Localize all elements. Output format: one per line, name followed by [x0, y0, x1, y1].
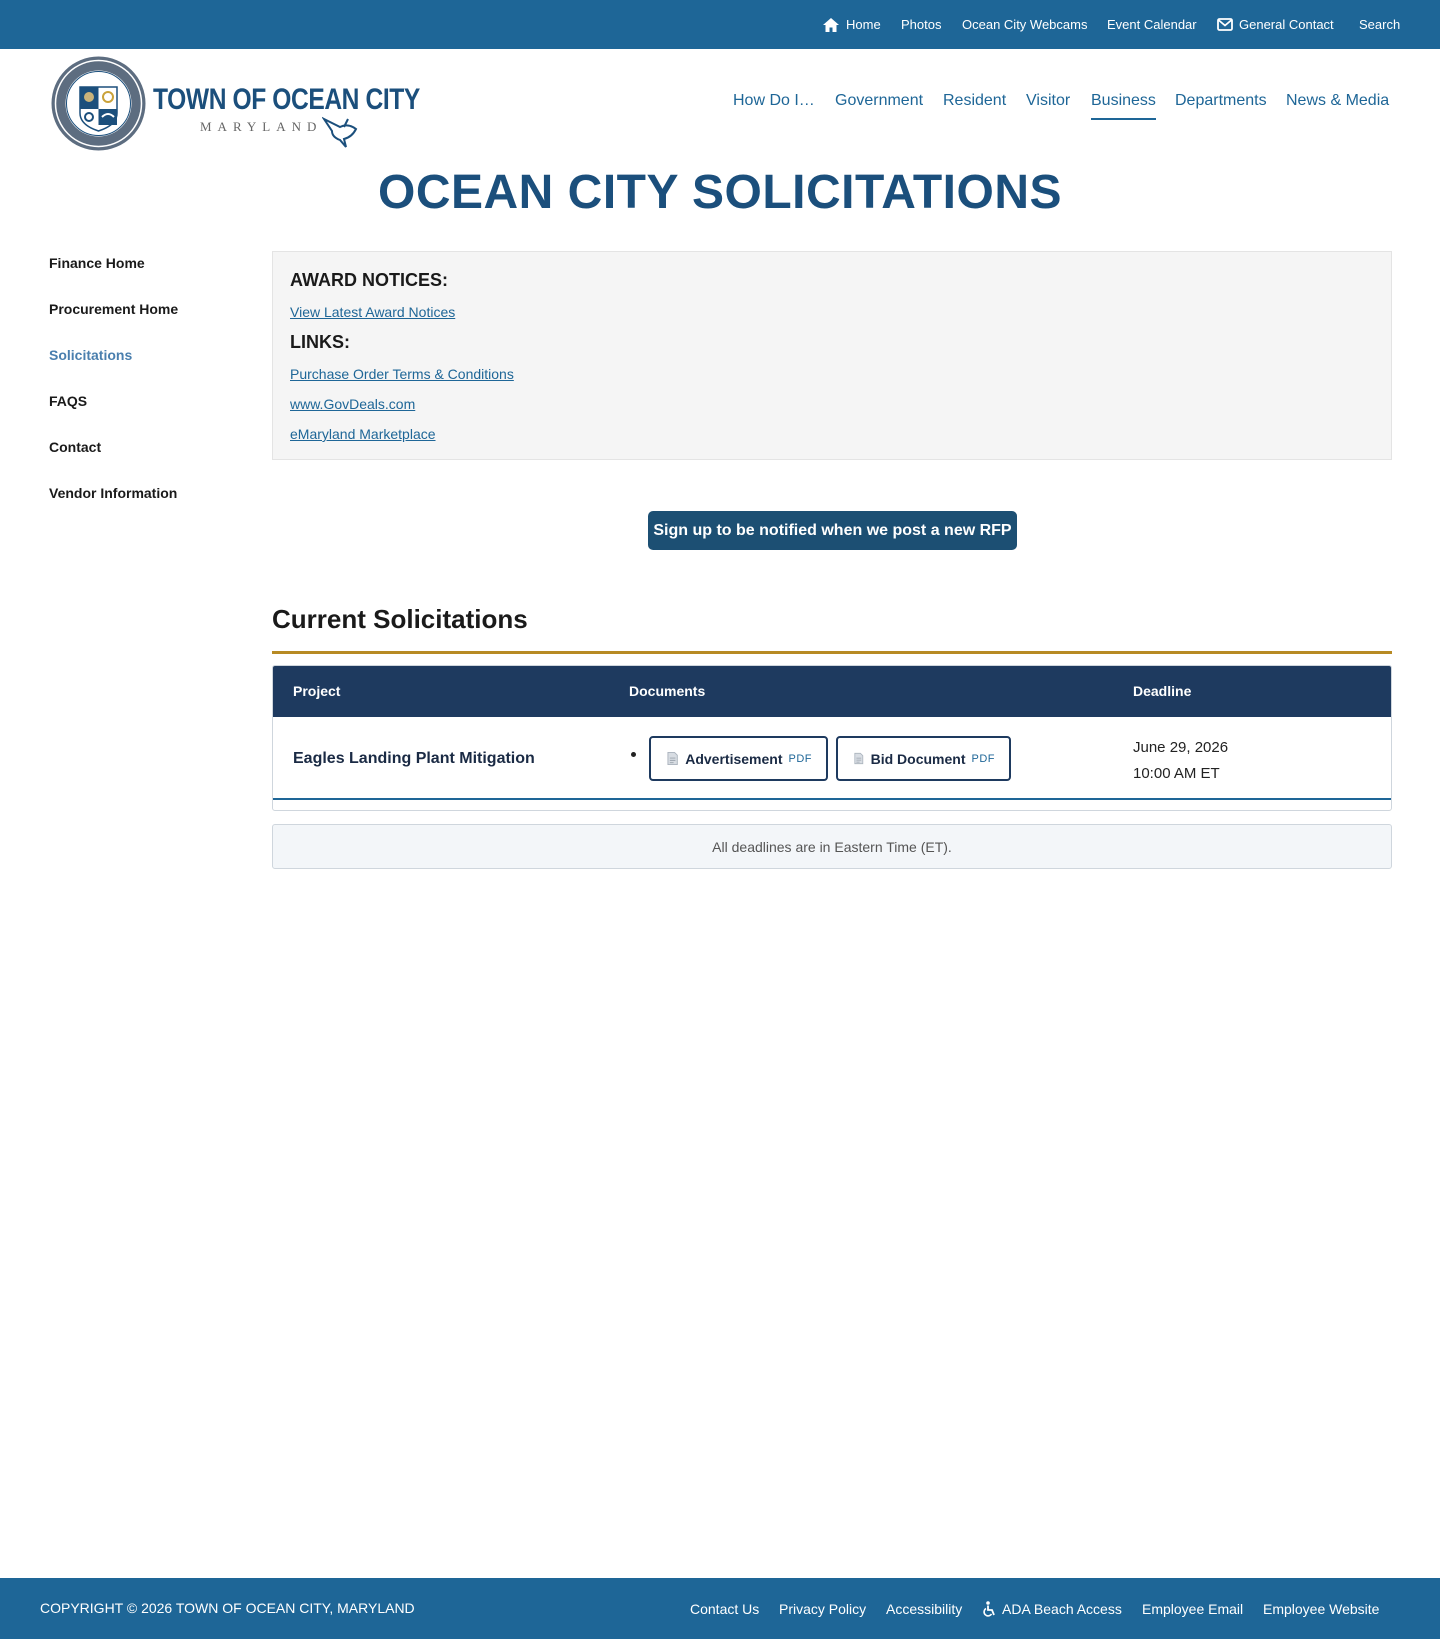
- utility-calendar-link[interactable]: Event Calendar: [1107, 17, 1197, 32]
- nav-visitor[interactable]: Visitor: [1026, 92, 1071, 109]
- document-icon: [854, 751, 864, 766]
- award-notices-link[interactable]: View Latest Award Notices: [290, 304, 456, 320]
- footer-accessibility-link[interactable]: Accessibility: [886, 1600, 963, 1617]
- section-divider: [272, 651, 1392, 654]
- utility-bar: [0, 0, 1440, 49]
- current-solicitations-title: Current Solicitations: [272, 604, 528, 634]
- nav-departments[interactable]: Departments: [1175, 92, 1267, 109]
- logo-wordmark: TOWN OF OCEAN CITY: [153, 83, 420, 116]
- award-notices-heading: AWARD NOTICES:: [290, 270, 449, 290]
- column-header-deadline: Deadline: [1133, 683, 1192, 699]
- sidebar-item-vendor-information[interactable]: Vendor Information: [49, 485, 178, 501]
- utility-contact-link[interactable]: [1217, 0, 1334, 49]
- timezone-note: All deadlines are in Eastern Time (ET).: [272, 824, 1392, 869]
- footer-contact-us-link[interactable]: Contact Us: [690, 1600, 760, 1617]
- column-header-documents: Documents: [629, 683, 706, 699]
- home-icon: [822, 17, 840, 33]
- envelope-icon: [1217, 18, 1233, 31]
- deadline-date: June 29, 2026: [1133, 739, 1229, 756]
- copyright-text: COPYRIGHT © 2026 TOWN OF OCEAN CITY, MARYLAND: [40, 1600, 415, 1616]
- sidebar-item-finance-home[interactable]: Finance Home: [49, 255, 145, 271]
- table-row: [273, 717, 1391, 800]
- nav-business[interactable]: Business: [1091, 92, 1156, 120]
- document-type-badge: PDF: [788, 752, 812, 765]
- solicitations-table: [272, 665, 1392, 811]
- document-label: Bid Document: [870, 750, 966, 767]
- marlin-icon: [322, 113, 362, 149]
- utility-search-link[interactable]: Search: [1359, 17, 1401, 32]
- document-icon: [667, 751, 678, 766]
- utility-home-label: Home: [846, 17, 881, 32]
- deadline-cell: [1133, 735, 1228, 787]
- deadline-time: 10:00 AM ET: [1133, 765, 1220, 782]
- advertisement-pdf-button[interactable]: [649, 736, 828, 781]
- wheelchair-icon: [982, 1601, 996, 1617]
- site-footer: [0, 1578, 1440, 1639]
- govdeals-link[interactable]: www.GovDeals.com: [290, 396, 416, 412]
- bid-document-pdf-button[interactable]: [836, 736, 1011, 781]
- sidebar-item-contact[interactable]: Contact: [49, 439, 102, 455]
- sidebar-item-procurement-home[interactable]: Procurement Home: [49, 301, 179, 317]
- footer-ada-beach-access-link[interactable]: [982, 1578, 1122, 1639]
- ada-beach-access-label: ADA Beach Access: [1002, 1600, 1122, 1617]
- document-type-badge: PDF: [971, 752, 995, 765]
- utility-home-link[interactable]: [822, 0, 881, 49]
- rfp-signup-button[interactable]: Sign up to be notified when we post a new RFP: [648, 511, 1017, 550]
- footer-employee-website-link[interactable]: Employee Website: [1263, 1600, 1380, 1617]
- logo-state: MARYLAND: [200, 119, 323, 134]
- utility-webcams-link[interactable]: Ocean City Webcams: [962, 17, 1088, 32]
- town-seal-icon: [50, 55, 147, 152]
- info-panel: [272, 251, 1392, 460]
- utility-contact-label: General Contact: [1239, 17, 1334, 32]
- document-label: Advertisement: [685, 750, 783, 767]
- footer-privacy-policy-link[interactable]: Privacy Policy: [779, 1600, 867, 1617]
- table-header: [273, 666, 1391, 717]
- emaryland-marketplace-link[interactable]: eMaryland Marketplace: [290, 426, 436, 442]
- utility-photos-link[interactable]: Photos: [901, 17, 942, 32]
- sidebar-item-solicitations[interactable]: Solicitations: [49, 347, 133, 363]
- sidebar-item-faqs[interactable]: FAQS: [49, 393, 88, 409]
- list-bullet: [631, 752, 636, 757]
- nav-government[interactable]: Government: [835, 92, 924, 109]
- site-logo[interactable]: [50, 55, 420, 155]
- page-title: OCEAN CITY SOLICITATIONS: [377, 166, 1063, 219]
- nav-resident[interactable]: Resident: [943, 92, 1007, 109]
- purchase-order-terms-link[interactable]: Purchase Order Terms & Conditions: [290, 366, 514, 382]
- nav-news-media[interactable]: News & Media: [1286, 92, 1390, 109]
- nav-how-do-i[interactable]: How Do I…: [733, 92, 815, 109]
- footer-employee-email-link[interactable]: Employee Email: [1142, 1600, 1244, 1617]
- column-header-project: Project: [293, 683, 341, 699]
- project-name: Eagles Landing Plant Mitigation: [293, 749, 535, 767]
- links-heading: LINKS:: [290, 332, 350, 352]
